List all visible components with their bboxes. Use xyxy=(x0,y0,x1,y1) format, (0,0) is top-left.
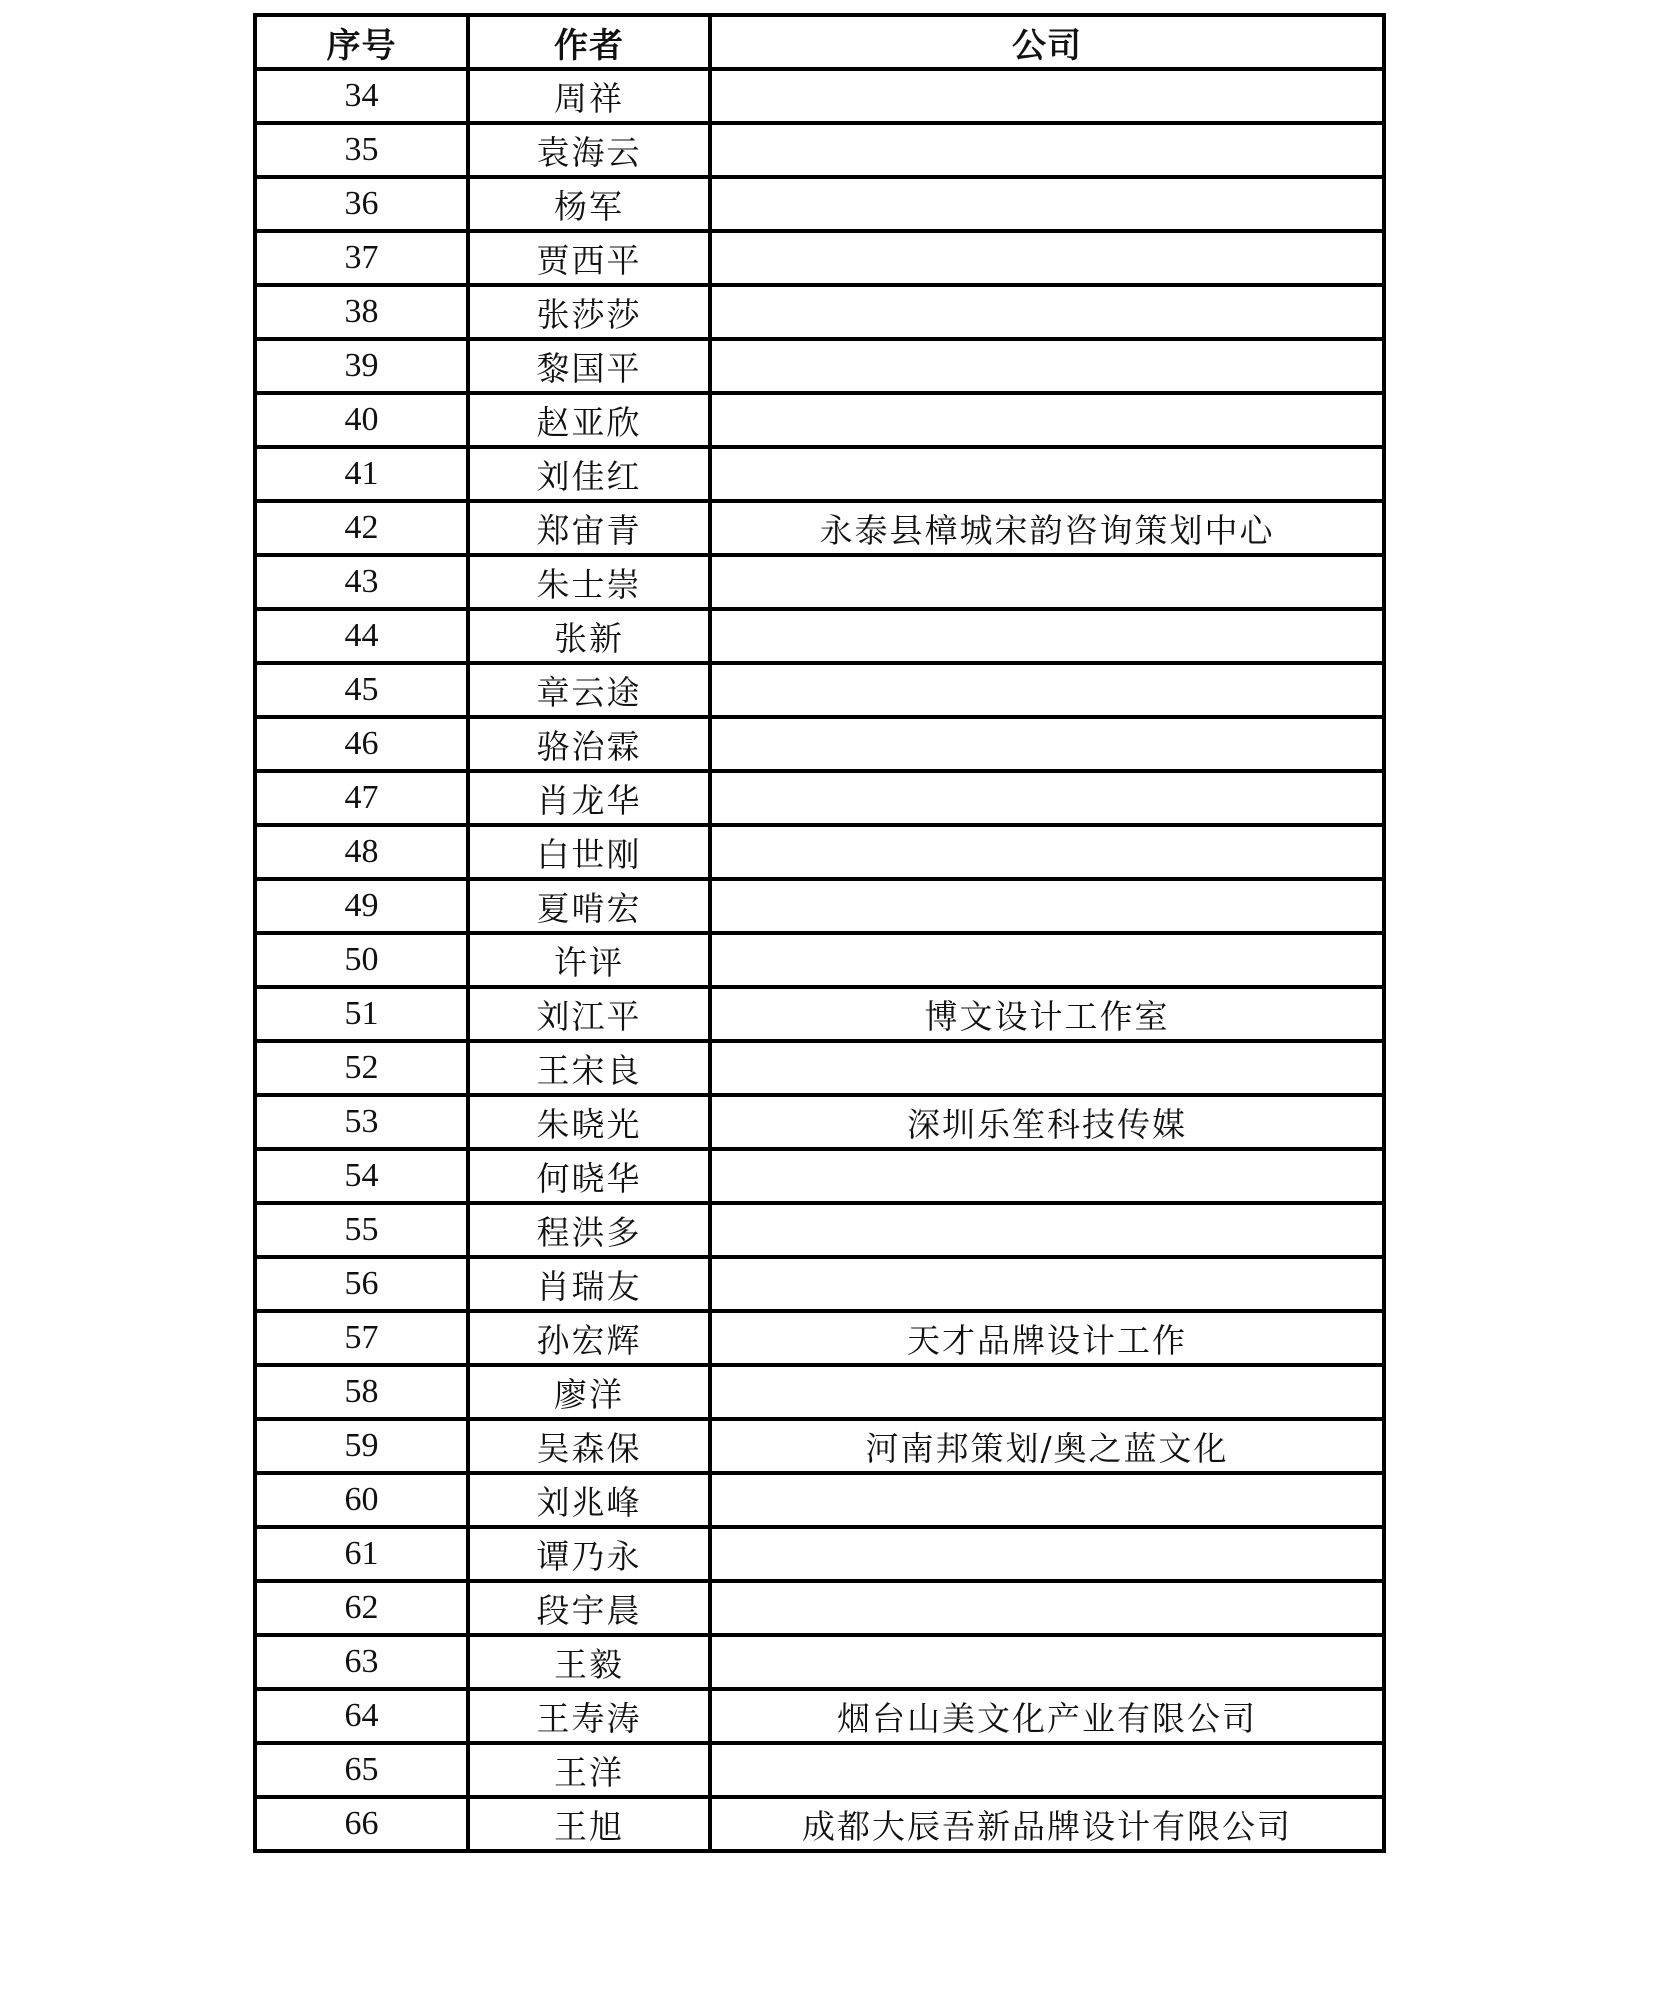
row-number: 44 xyxy=(255,609,468,663)
row-number: 53 xyxy=(255,1095,468,1149)
row-author: 刘兆峰 xyxy=(468,1473,710,1527)
row-company: 河南邦策划/奥之蓝文化 xyxy=(710,1419,1384,1473)
row-author: 张新 xyxy=(468,609,710,663)
table-row xyxy=(255,879,1384,933)
row-author: 袁海云 xyxy=(468,123,710,177)
row-number: 47 xyxy=(255,771,468,825)
row-author: 白世刚 xyxy=(468,825,710,879)
row-author: 孙宏辉 xyxy=(468,1311,710,1365)
row-number: 37 xyxy=(255,231,468,285)
row-number: 57 xyxy=(255,1311,468,1365)
row-author: 杨军 xyxy=(468,177,710,231)
row-company xyxy=(710,1473,1384,1527)
table-row xyxy=(255,177,1384,231)
roster-table xyxy=(253,13,1386,1853)
row-company xyxy=(710,663,1384,717)
row-company xyxy=(710,879,1384,933)
table-row xyxy=(255,933,1384,987)
row-author: 许评 xyxy=(468,933,710,987)
row-author: 夏啃宏 xyxy=(468,879,710,933)
row-company: 博文设计工作室 xyxy=(710,987,1384,1041)
row-author: 骆治霖 xyxy=(468,717,710,771)
row-number: 34 xyxy=(255,69,468,123)
row-number: 54 xyxy=(255,1149,468,1203)
row-author: 肖瑞友 xyxy=(468,1257,710,1311)
table-row xyxy=(255,339,1384,393)
row-number: 51 xyxy=(255,987,468,1041)
table-row xyxy=(255,123,1384,177)
table-row xyxy=(255,501,1384,555)
table-row xyxy=(255,1635,1384,1689)
row-number: 42 xyxy=(255,501,468,555)
row-company: 成都大辰吾新品牌设计有限公司 xyxy=(710,1797,1384,1851)
row-author: 王旭 xyxy=(468,1797,710,1851)
row-company: 天才品牌设计工作 xyxy=(710,1311,1384,1365)
row-author: 刘佳红 xyxy=(468,447,710,501)
row-company xyxy=(710,231,1384,285)
row-company xyxy=(710,1527,1384,1581)
row-number: 64 xyxy=(255,1689,468,1743)
row-company xyxy=(710,933,1384,987)
table-row xyxy=(255,1311,1384,1365)
table-row xyxy=(255,663,1384,717)
table-row xyxy=(255,1473,1384,1527)
table-row xyxy=(255,1689,1384,1743)
row-author: 周祥 xyxy=(468,69,710,123)
row-author: 王寿涛 xyxy=(468,1689,710,1743)
row-number: 56 xyxy=(255,1257,468,1311)
row-author: 肖龙华 xyxy=(468,771,710,825)
row-company xyxy=(710,825,1384,879)
row-author: 张莎莎 xyxy=(468,285,710,339)
row-number: 61 xyxy=(255,1527,468,1581)
row-author: 谭乃永 xyxy=(468,1527,710,1581)
roster-body xyxy=(255,69,1384,1851)
row-company xyxy=(710,1635,1384,1689)
table-row xyxy=(255,1743,1384,1797)
row-company xyxy=(710,393,1384,447)
table-row xyxy=(255,1095,1384,1149)
row-number: 63 xyxy=(255,1635,468,1689)
row-number: 66 xyxy=(255,1797,468,1851)
row-company xyxy=(710,1041,1384,1095)
table-row xyxy=(255,1581,1384,1635)
row-company xyxy=(710,1581,1384,1635)
row-company xyxy=(710,771,1384,825)
row-company xyxy=(710,447,1384,501)
header-row xyxy=(255,15,1384,69)
row-author: 吴森保 xyxy=(468,1419,710,1473)
row-company xyxy=(710,609,1384,663)
row-number: 35 xyxy=(255,123,468,177)
row-author: 程洪多 xyxy=(468,1203,710,1257)
row-number: 52 xyxy=(255,1041,468,1095)
row-number: 41 xyxy=(255,447,468,501)
row-number: 39 xyxy=(255,339,468,393)
row-company xyxy=(710,69,1384,123)
row-number: 36 xyxy=(255,177,468,231)
table-row xyxy=(255,771,1384,825)
row-company xyxy=(710,1203,1384,1257)
row-company xyxy=(710,123,1384,177)
row-number: 48 xyxy=(255,825,468,879)
row-author: 王毅 xyxy=(468,1635,710,1689)
row-number: 45 xyxy=(255,663,468,717)
row-number: 62 xyxy=(255,1581,468,1635)
table-row xyxy=(255,1527,1384,1581)
row-number: 59 xyxy=(255,1419,468,1473)
row-company xyxy=(710,285,1384,339)
table-row xyxy=(255,1041,1384,1095)
header-number: 序号 xyxy=(255,15,468,69)
row-number: 49 xyxy=(255,879,468,933)
row-author: 何晓华 xyxy=(468,1149,710,1203)
row-number: 58 xyxy=(255,1365,468,1419)
row-author: 贾西平 xyxy=(468,231,710,285)
header-company: 公司 xyxy=(710,15,1384,69)
table-row xyxy=(255,1203,1384,1257)
row-author: 王洋 xyxy=(468,1743,710,1797)
table-row xyxy=(255,1365,1384,1419)
row-author: 段宇晨 xyxy=(468,1581,710,1635)
table-row xyxy=(255,987,1384,1041)
row-number: 50 xyxy=(255,933,468,987)
table-row xyxy=(255,717,1384,771)
table-row xyxy=(255,231,1384,285)
table-row xyxy=(255,1149,1384,1203)
row-number: 65 xyxy=(255,1743,468,1797)
table-row xyxy=(255,1419,1384,1473)
table-row xyxy=(255,1257,1384,1311)
table-row xyxy=(255,393,1384,447)
row-author: 朱晓光 xyxy=(468,1095,710,1149)
row-number: 55 xyxy=(255,1203,468,1257)
table-row xyxy=(255,69,1384,123)
row-author: 刘江平 xyxy=(468,987,710,1041)
row-author: 廖洋 xyxy=(468,1365,710,1419)
row-company xyxy=(710,555,1384,609)
row-author: 黎国平 xyxy=(468,339,710,393)
row-company xyxy=(710,339,1384,393)
row-author: 朱士崇 xyxy=(468,555,710,609)
row-author: 章云途 xyxy=(468,663,710,717)
row-company xyxy=(710,1149,1384,1203)
row-number: 38 xyxy=(255,285,468,339)
row-company xyxy=(710,177,1384,231)
row-author: 赵亚欣 xyxy=(468,393,710,447)
row-number: 43 xyxy=(255,555,468,609)
row-company: 永泰县樟城宋韵咨询策划中心 xyxy=(710,501,1384,555)
header-author: 作者 xyxy=(468,15,710,69)
row-company xyxy=(710,1743,1384,1797)
row-author: 郑宙青 xyxy=(468,501,710,555)
table-row xyxy=(255,285,1384,339)
row-author: 王宋良 xyxy=(468,1041,710,1095)
row-company xyxy=(710,1257,1384,1311)
table-row xyxy=(255,1797,1384,1851)
row-company xyxy=(710,717,1384,771)
table-row xyxy=(255,609,1384,663)
row-company: 烟台山美文化产业有限公司 xyxy=(710,1689,1384,1743)
row-number: 40 xyxy=(255,393,468,447)
row-company: 深圳乐笙科技传媒 xyxy=(710,1095,1384,1149)
table-row xyxy=(255,555,1384,609)
table-row xyxy=(255,447,1384,501)
row-number: 60 xyxy=(255,1473,468,1527)
table-row xyxy=(255,825,1384,879)
row-number: 46 xyxy=(255,717,468,771)
row-company xyxy=(710,1365,1384,1419)
